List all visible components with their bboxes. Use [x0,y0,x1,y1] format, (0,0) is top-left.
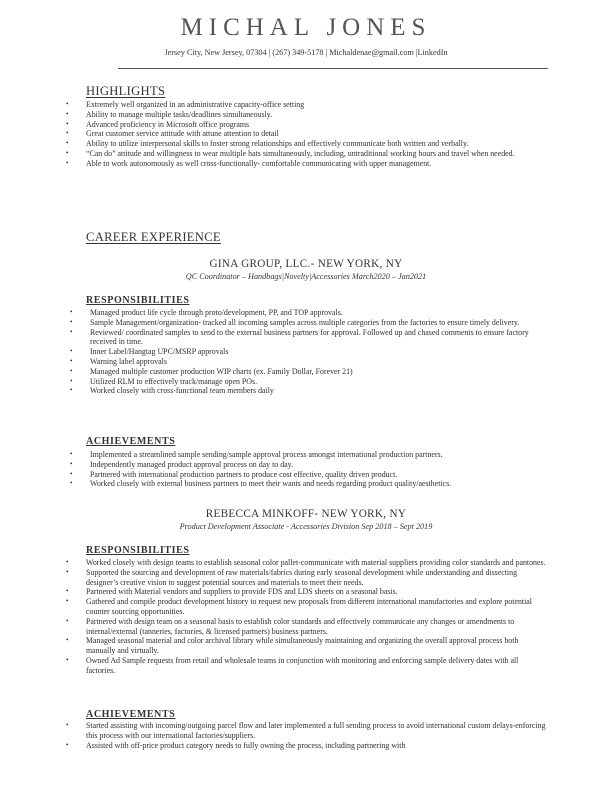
job-role: Product Development Associate - Accessories Division Sep 2018 – Sept 2019 [179,522,433,531]
responsibility-item: • Partnered with design team on a seasonal basis to establish color standards and effectively communicate any changes or amendments to internal/external (tanneries, factories, & licensed partners) business partners. [86,617,548,637]
highlights-list [86,100,548,169]
candidate-name: MICHAL JONES [180,14,432,41]
highlight-item: • Able to work autonomously as well cross-functionally- comfortable communicating with upper management. [86,159,548,169]
responsibility-item: • Reviewed/ coordinated samples to send to the external business partners for approval. Followed up and chased comments to ensure factory received in time. [90,328,546,348]
responsibilities-list [90,308,546,396]
job-company: GINA GROUP, LLC.- NEW YORK, NY [209,258,403,270]
responsibility-item: • Managed seasonal material and color archival library while simultaneously maintaining and organizing the overall approval process both manually and virtually. [86,636,548,656]
header-divider [118,68,548,69]
contact-line: Jersey City, New Jersey, 07304 | (267) 349-5178 | Michaldenae@gmail.com |LinkedIn [164,48,448,57]
responsibility-item: • Inner Label/Hangtag UPC/MSRP approvals [90,347,546,357]
responsibility-item: • Worked closely with cross-functional team members daily [90,386,546,396]
achievement-item: • Assisted with off-price product category needs to fully owning the process, including partnering with [86,741,548,751]
responsibility-item: • Warning label approvals [90,357,546,367]
responsibilities-list [86,558,548,676]
responsibility-item: • Managed product life cycle through proto/development, PP, and TOP approvals. [90,308,546,318]
responsibility-item: • Supported the sourcing and development of raw materials/fabrics during early seasonal development while understanding and dissecting designer’s creative vision to suggest potential sources and materials to meet their needs. [86,568,548,588]
responsibility-item: • Managed multiple customer production WIP charts (ex. Family Dollar, Forever 21) [90,367,546,377]
achievement-item: • Started assisting with incoming/outgoing parcel flow and later implemented a full sending process to avoid international custom delays-enforcing this process with our international factories/suppliers. [86,721,548,741]
achievements-heading: ACHIEVEMENTS [86,436,176,447]
highlight-item: • Advanced proficiency in Microsoft office programs [86,120,548,130]
responsibilities-heading: RESPONSIBILITIES [86,295,190,306]
highlight-item: • Extremely well organized in an administrative capacity-office setting [86,100,548,110]
highlight-item: • Great customer service attitude with attune attention to detail [86,129,548,139]
achievements-list [90,450,552,489]
responsibility-item: • Worked closely with design teams to establish seasonal color pallet-communicate with material suppliers providing color standards and pantones. [86,558,548,568]
highlight-item: • “Can do” attitude and willingness to wear multiple hats simultaneously, including, untraditional working hours and travel when needed. [86,149,548,159]
responsibility-item: • Owned Ad Sample requests from retail and wholesale teams in conjunction with monitoring and enforcing sample delivery dates with all factories. [86,656,548,676]
achievement-item: • Partnered with international production partners to produce cost effective, quality driven product. [90,470,552,480]
achievement-item: • Implemented a streamlined sample sending/sample approval process amongst international production partners. [90,450,552,460]
achievements-heading: ACHIEVEMENTS [86,709,176,720]
job-company: REBECCA MINKOFF- NEW YORK, NY [205,508,407,520]
responsibility-item: • Sample Management/organization- tracked all incoming samples across multiple categories from the factories to ensure timely delivery. [90,318,546,328]
highlight-item: • Ability to utilize interpersonal skills to foster strong relationships and effectively communicate both written and verbally. [86,139,548,149]
achievement-item: • Independently managed product approval process on day to day. [90,460,552,470]
highlights-heading: HIGHLIGHTS [86,84,166,98]
highlight-item: • Ability to manage multiple tasks/deadlines simultaneously. [86,110,548,120]
responsibility-item: • Utilized RLM to effectively track/manage open POs. [90,377,546,387]
responsibility-item: • Partnered with Material vendors and suppliers to provide FDS and LDS sheets on a seasonal basis. [86,587,548,597]
career-heading: CAREER EXPERIENCE [86,230,221,244]
responsibilities-heading: RESPONSIBILITIES [86,545,190,556]
achievements-list [86,721,548,750]
responsibility-item: • Gathered and compile product development history to request new proposals from different international manufactories and explore potential counter sourcing opportunities. [86,597,548,617]
job-role: QC Coordinator – Handbags|Novelty|Accessories March2020 – Jan2021 [185,272,427,281]
achievement-item: • Worked closely with external business partners to meet their wants and needs regarding product quality/aesthetics. [90,479,552,489]
